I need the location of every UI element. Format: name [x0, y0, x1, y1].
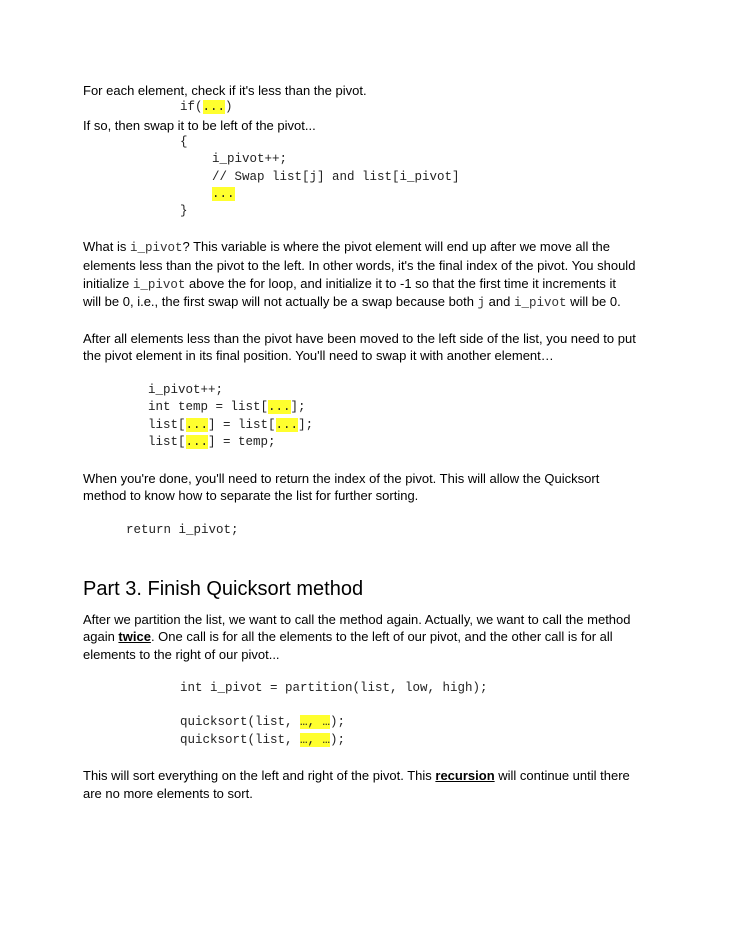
code-span: );: [330, 733, 346, 747]
incr-code-line: i_pivot++;: [212, 152, 288, 166]
final-position-line-1: After all elements less than the pivot have been moved to the left side of the list, you need to put: [83, 331, 636, 346]
part3-intro-line-2: [83, 628, 613, 646]
text-span: will continue until there: [494, 768, 630, 783]
code-span: );: [330, 715, 346, 729]
recursion-line-1: [83, 767, 630, 785]
code2-line-2: [148, 399, 306, 416]
code2-line-1: i_pivot++;: [148, 383, 224, 397]
open-brace: {: [180, 135, 188, 149]
code-span: list[: [148, 435, 186, 449]
code-highlight: …, …: [300, 715, 331, 729]
if-code-line: [180, 99, 233, 116]
code-span: list[: [148, 418, 186, 432]
inline-code: i_pivot: [129, 241, 183, 255]
code-span: quicksort(list,: [180, 715, 301, 729]
swap-text: If so, then swap it to be left of the pivot...: [83, 118, 316, 133]
if-highlight: ...: [202, 100, 226, 114]
text-span: and: [485, 294, 514, 309]
comment-code-line: // Swap list[j] and list[i_pivot]: [212, 170, 460, 184]
code-span: quicksort(list,: [180, 733, 301, 747]
code2-line-3: [148, 417, 313, 434]
code-highlight: ...: [275, 418, 299, 432]
close-brace: }: [180, 204, 188, 218]
code-highlight: ...: [185, 418, 209, 432]
code2-line-4: [148, 434, 276, 451]
recursion-line-2: are no more elements to sort.: [83, 786, 253, 801]
code-highlight: ...: [185, 435, 209, 449]
code-highlight: …, …: [300, 733, 331, 747]
return-line-1: When you're done, you'll need to return the index of the pivot. This will allow the Quicksort: [83, 471, 600, 486]
inline-code: j: [477, 296, 486, 310]
text-span: again: [83, 629, 119, 644]
bold-underline-text: recursion: [435, 768, 495, 783]
ipivot-line-1: [83, 238, 610, 257]
text-span: This will sort everything on the left and right of the pivot. This: [83, 768, 436, 783]
text-span: will be 0, i.e., the first swap will not actually be a swap because both: [83, 294, 478, 309]
dots-code-line: [212, 186, 235, 203]
text-span: above the for loop, and initialize it to -1 so that the first time it increments it: [185, 276, 617, 291]
bold-underline-text: twice: [118, 629, 151, 644]
part3-intro-line-3: elements to the right of our pivot...: [83, 647, 280, 662]
part3-heading: Part 3. Finish Quicksort method: [83, 578, 364, 600]
return-line-2: method to know how to separate the list for further sorting.: [83, 488, 419, 503]
code-span: ];: [298, 418, 314, 432]
text-span: ? This variable is where the pivot element will end up after we move all the: [182, 239, 611, 254]
text-span: will be 0.: [566, 294, 621, 309]
check-text: For each element, check if it's less than the pivot.: [83, 83, 367, 98]
code-span: ];: [290, 400, 306, 414]
inline-code: i_pivot: [132, 278, 186, 292]
code-span: ] = list[: [208, 418, 276, 432]
partition-call-line: int i_pivot = partition(list, low, high);: [180, 681, 488, 695]
final-position-line-2: the pivot element in its final position. You'll need to swap it with another element…: [83, 348, 554, 363]
dots-highlight: ...: [212, 187, 235, 201]
if-post: ): [225, 100, 233, 114]
ipivot-line-2: elements less than the pivot to the left. In other words, it's the final index of the pivot. You should: [83, 258, 636, 273]
code-span: ] = temp;: [208, 435, 276, 449]
text-span: What is: [83, 239, 130, 254]
text-span: initialize: [83, 276, 133, 291]
if-pre: if(: [180, 100, 203, 114]
code-highlight: ...: [268, 400, 291, 414]
quicksort-call-right: [180, 732, 345, 749]
quicksort-call-left: [180, 714, 345, 731]
ipivot-line-4: [83, 293, 621, 312]
inline-code: i_pivot: [513, 296, 567, 310]
code-span: int temp = list[: [148, 400, 269, 414]
return-code-line: return i_pivot;: [126, 523, 239, 537]
part3-intro-line-1: After we partition the list, we want to call the method again. Actually, we want to call the method: [83, 612, 631, 627]
text-span: . One call is for all the elements to the left of our pivot, and the other call is for all: [150, 629, 613, 644]
ipivot-line-3: [83, 275, 616, 294]
